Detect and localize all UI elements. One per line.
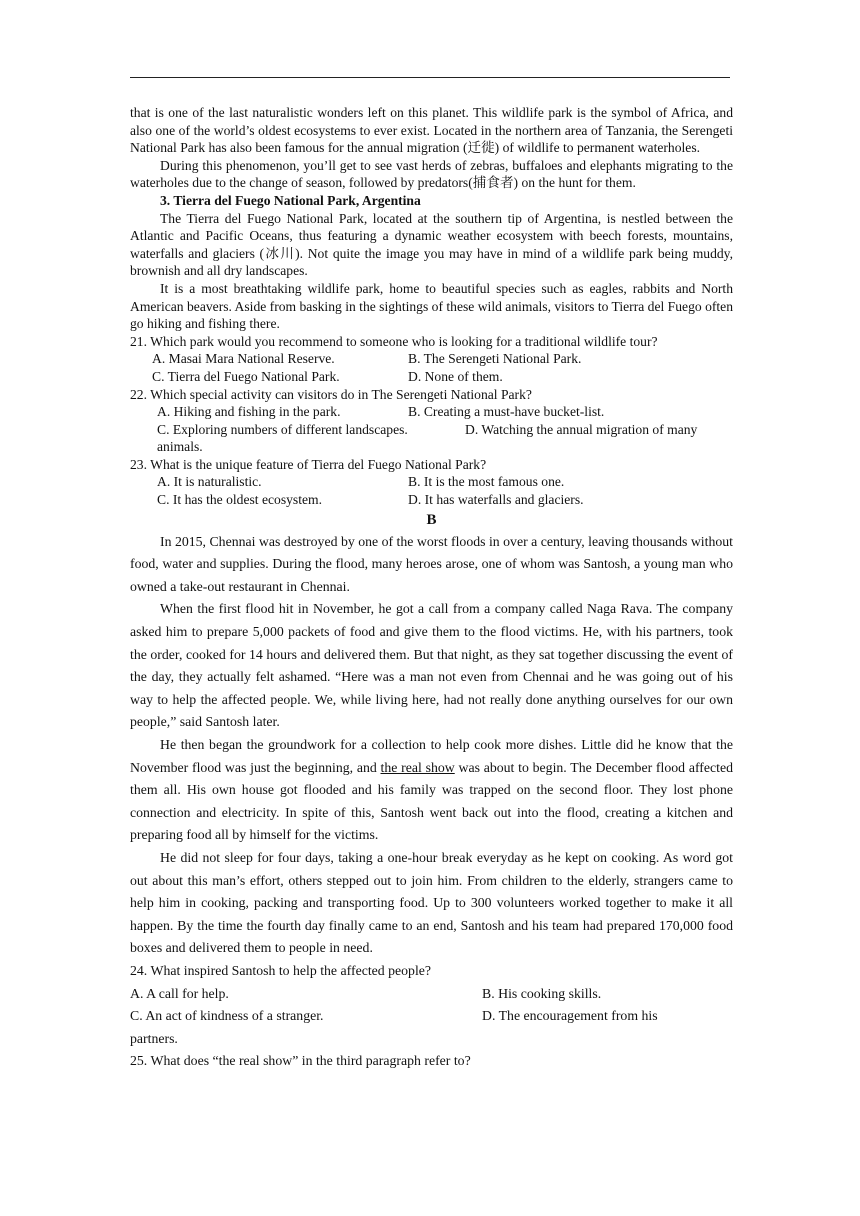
section-label: B (426, 511, 437, 528)
option-b[interactable]: B. Creating a must-have bucket-list. (408, 404, 605, 420)
option-b[interactable]: B. His cooking skills. (482, 985, 602, 1001)
option-a[interactable]: A. It is naturalistic. (157, 474, 262, 490)
question-stem: 25. What does “the real show” in the third paragraph refer to? (130, 1053, 471, 1069)
options (130, 473, 733, 508)
question-stem: 24. What inspired Santosh to help the affected people? (130, 962, 432, 978)
option-c[interactable]: C. Tierra del Fuego National Park. (152, 368, 340, 384)
passage-paragraph: In 2015, Chennai was destroyed by one of the worst floods in over a century, leaving thousands without food, water and supplies. During the flood, many heroes arose, one of whom was Santosh, a young man who owned a take-out restaurant in Chennai. (130, 533, 733, 594)
header-rule (130, 77, 730, 78)
passage-paragraph: It is a most breathtaking wildlife park, home to beautiful species such as eagles, rabbits and North American beavers. Aside from basking in the sightings of these wild animals, visitors to Tierra del Fuego often go hiking and fishing there. (130, 280, 733, 332)
section-b (130, 531, 733, 1073)
question-21 (130, 333, 733, 386)
option-d-continuation: partners. (130, 1030, 178, 1046)
question-22 (130, 386, 733, 456)
passage-paragraph: When the first flood hit in November, he got a call from a company called Naga Rava. The company asked him to prepare 5,000 packets of food and give them to the flood victims. He, with his partners, took the order, cooked for 14 hours and delivered them. But that night, as they sat together discussing the event of the day, they actually felt ashamed. “Here was a man not even from Chennai and he was going out of his way to help the affected people. We, while living here, had not really done anything ourselves for our own people,” said Santosh later. (130, 601, 733, 730)
underlined-phrase: the real show (380, 759, 455, 775)
passage-paragraph: He did not sleep for four days, taking a one-hour break everyday as he kept on cooking. As word got out about this man’s effort, others stepped out to join him. From children to the elderly, strangers came to help him in cooking, packing and transporting food. Up to 300 volunteers worked together to make it all happen. By the time the fourth day finally came to an end, Santosh and his team had prepared 170,000 food boxes and delivered them to people in need. (130, 849, 733, 956)
option-c[interactable]: C. Exploring numbers of different landscapes. (157, 421, 408, 437)
option-b[interactable]: B. It is the most famous one. (408, 474, 565, 490)
exam-page (130, 104, 733, 1073)
question-stem: 23. What is the unique feature of Tierra del Fuego National Park? (130, 456, 487, 472)
passage-paragraph: that is one of the last naturalistic wonders left on this planet. This wildlife park is the symbol of Africa, and also one of the world’s oldest ecosystems to ever exist. Located in the northern area of Tanzania, the Serengeti National Park has also been famous for the annual migration (迁徙) of wildlife to permanent waterholes. (130, 105, 733, 156)
option-b[interactable]: B. The Serengeti National Park. (408, 351, 582, 367)
options (130, 421, 733, 456)
question-stem: 21. Which park would you recommend to someone who is looking for a traditional wildlife tour? (130, 333, 658, 349)
passage-paragraph (130, 734, 733, 847)
option-d[interactable]: D. It has waterfalls and glaciers. (408, 492, 584, 508)
option-a[interactable]: A. Masai Mara National Reserve. (152, 351, 335, 367)
option-c[interactable]: C. An act of kindness of a stranger. (130, 1008, 324, 1024)
question-stem: 22. Which special activity can visitors do in The Serengeti National Park? (130, 386, 532, 402)
question-23 (130, 456, 733, 509)
option-d[interactable]: D. None of them. (408, 368, 503, 384)
passage-paragraph: The Tierra del Fuego National Park, located at the southern tip of Argentina, is nestled between the Atlantic and Pacific Oceans, thus featuring a dynamic weather ecosystem with beech forests, mountains, waterfalls and glaciers (冰川). Not quite the image you may have in mind of a wildlife park being muddy, brownish and all dry landscapes. (130, 210, 733, 279)
option-d[interactable]: D. The encouragement from his (482, 1008, 658, 1024)
option-d[interactable]: D. Watching the annual migration of many (465, 421, 698, 437)
option-d-continuation: animals. (157, 439, 203, 455)
options (130, 350, 733, 385)
question-25 (130, 1050, 733, 1073)
option-a[interactable]: A. Hiking and fishing in the park. (157, 404, 341, 420)
options (130, 403, 733, 421)
option-c[interactable]: C. It has the oldest ecosystem. (157, 492, 322, 508)
options (130, 983, 733, 1028)
section-heading: 3. Tierra del Fuego National Park, Argentina (160, 192, 421, 208)
paragraph-text: was about to begin. The December flood affected them all. His own house got flooded and his family was trapped on the second floor. They lost phone connection and electricity. In spite of this, Santosh went back out into the flood, creating a kitchen and preparing food all by himself for the victims. (130, 759, 733, 843)
paragraph-text: He then began the groundwork for a collection to help cook more dishes. Little did he know that the November flood was just the beginning, and (130, 737, 733, 775)
section-a (130, 104, 733, 509)
question-24 (130, 960, 733, 1050)
passage-paragraph: During this phenomenon, you’ll get to see vast herds of zebras, buffaloes and elephants migrating to the waterholes due to the change of season, followed by predators(捕食者) on the hunt for them. (130, 157, 733, 191)
option-a[interactable]: A. A call for help. (130, 985, 229, 1001)
